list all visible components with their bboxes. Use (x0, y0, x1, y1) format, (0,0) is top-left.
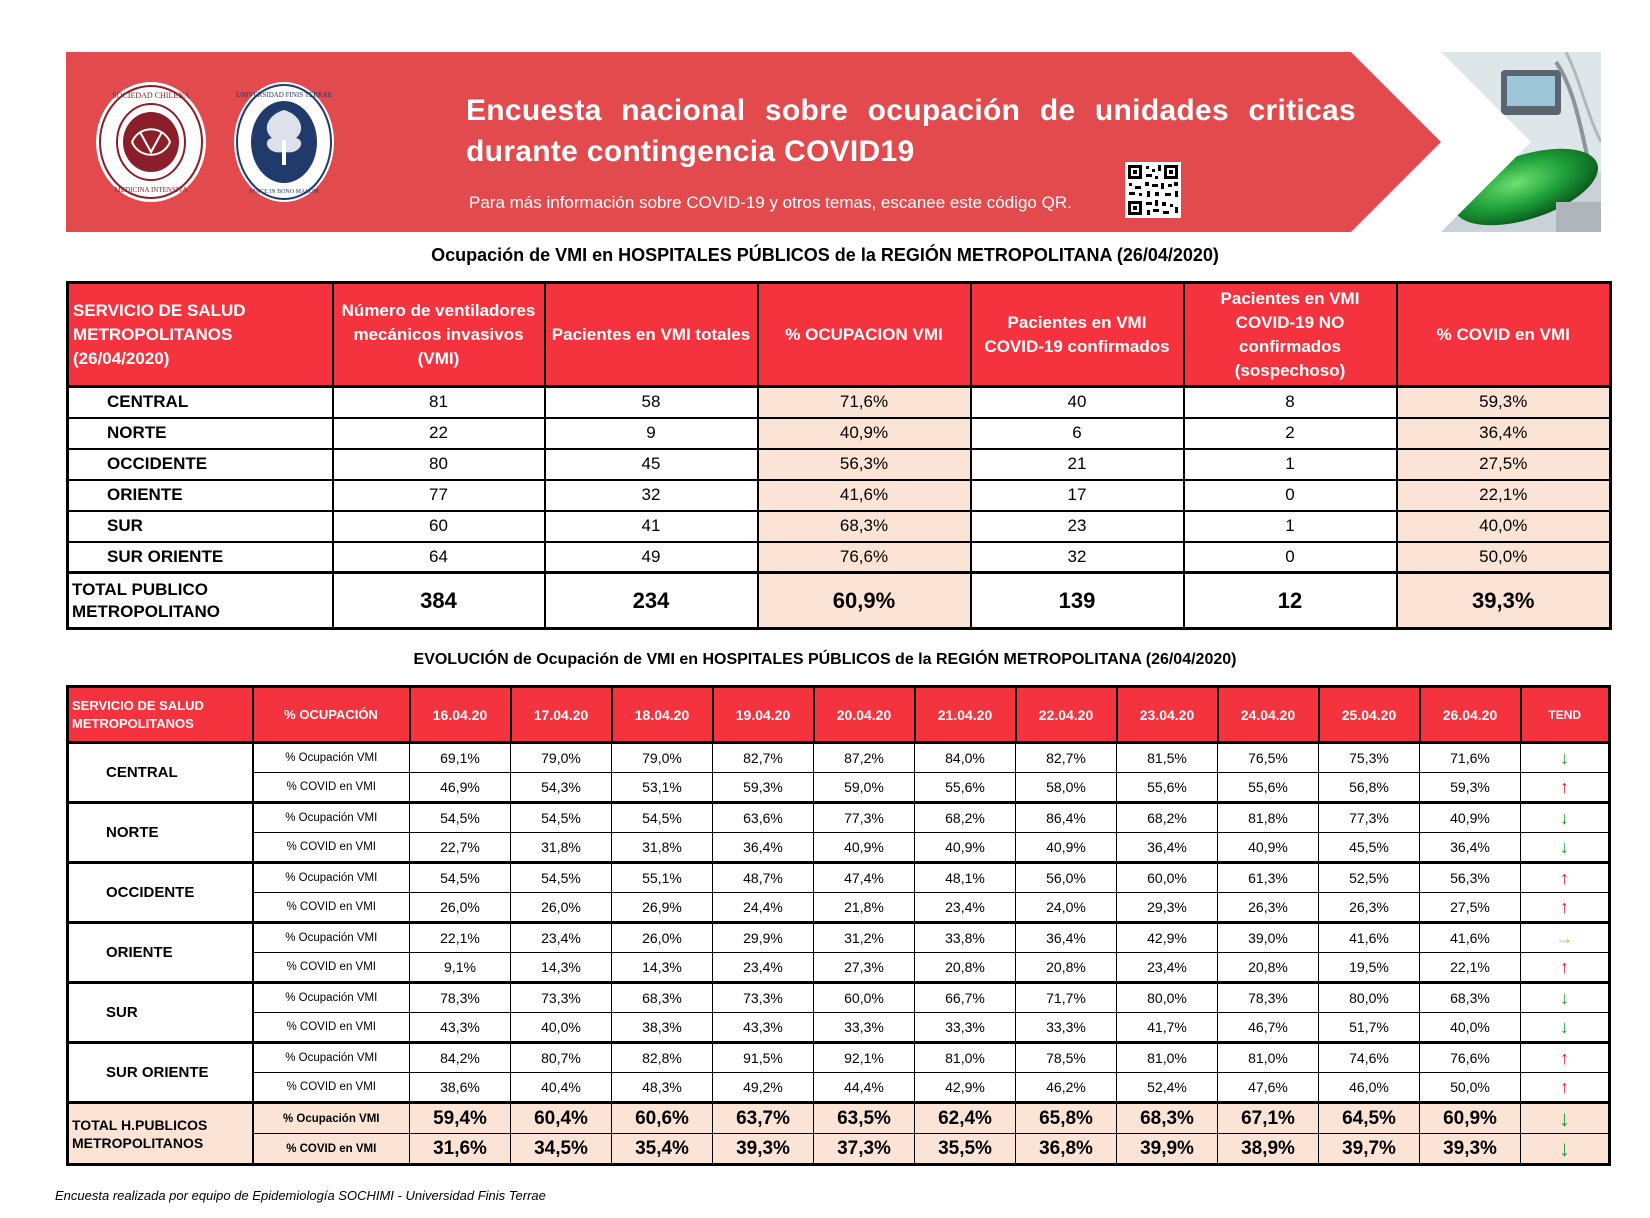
value-cell: 40,9% (1218, 833, 1319, 863)
value-cell: 81,8% (1218, 803, 1319, 833)
table-row (68, 893, 1610, 923)
value-cell: 73,3% (713, 983, 814, 1013)
value-cell: 36,4% (1016, 923, 1117, 953)
value-cell: 26,9% (612, 893, 713, 923)
table-cell: 41 (545, 511, 758, 542)
metric-label: % Ocupación VMI (253, 1043, 410, 1073)
value-cell: 63,6% (713, 803, 814, 833)
value-cell: 41,6% (1420, 923, 1521, 953)
total-cell: 234 (545, 573, 758, 629)
table-row (68, 773, 1610, 803)
value-cell: 40,4% (511, 1073, 612, 1103)
table-cell: 17 (971, 480, 1184, 511)
value-cell: 43,3% (410, 1013, 511, 1043)
value-cell: 23,4% (713, 953, 814, 983)
table2-header-row (68, 687, 1610, 743)
total-cell: 60,9% (758, 573, 971, 629)
header-date: 24.04.20 (1218, 687, 1319, 743)
value-cell: 27,3% (814, 953, 915, 983)
value-cell: 56,0% (1016, 863, 1117, 893)
table-cell: 71,6% (758, 387, 971, 418)
table-row (68, 1013, 1610, 1043)
value-cell: 81,0% (915, 1043, 1016, 1073)
value-cell: 23,4% (1117, 953, 1218, 983)
value-cell: 23,4% (511, 923, 612, 953)
value-cell: 22,7% (410, 833, 511, 863)
value-cell: 68,2% (915, 803, 1016, 833)
metric-label: % Ocupación VMI (253, 983, 410, 1013)
value-cell: 26,3% (1218, 893, 1319, 923)
value-cell: 26,0% (612, 923, 713, 953)
value-cell: 60,0% (1117, 863, 1218, 893)
footer-credit: Encuesta realizada por equipo de Epidemiología SOCHIMI - Universidad Finis Terrae (55, 1188, 546, 1203)
value-cell: 92,1% (814, 1043, 915, 1073)
value-cell: 48,7% (713, 863, 814, 893)
table-cell: 40,0% (1397, 511, 1611, 542)
value-cell: 80,7% (511, 1043, 612, 1073)
table-row (68, 863, 1610, 893)
header-covid-pct: % COVID en VMI (1397, 283, 1611, 387)
value-cell: 35,5% (915, 1134, 1016, 1165)
service-name: SUR ORIENTE (68, 542, 333, 573)
total-cell: 39,3% (1397, 573, 1611, 629)
table-row (68, 983, 1610, 1013)
value-cell: 33,3% (1016, 1013, 1117, 1043)
table-cell: 45 (545, 449, 758, 480)
value-cell: 40,9% (1016, 833, 1117, 863)
finis-terrae-logo (232, 80, 336, 205)
occupancy-table (66, 281, 1612, 630)
table-cell: 1 (1184, 449, 1397, 480)
metric-label: % Ocupación VMI (253, 923, 410, 953)
value-cell: 78,3% (410, 983, 511, 1013)
metric-label: % COVID en VMI (253, 1013, 410, 1043)
table-row (68, 923, 1610, 953)
trend-down-icon: ↓ (1521, 983, 1610, 1013)
value-cell: 75,3% (1319, 743, 1420, 773)
metric-label: % COVID en VMI (253, 1134, 410, 1165)
header-date: 20.04.20 (814, 687, 915, 743)
value-cell: 74,6% (1319, 1043, 1420, 1073)
table-cell: 8 (1184, 387, 1397, 418)
value-cell: 38,3% (612, 1013, 713, 1043)
svg-text:UNIVERSIDAD FINIS TERRAE: UNIVERSIDAD FINIS TERRAE (236, 91, 332, 99)
value-cell: 50,0% (1420, 1073, 1521, 1103)
table-cell: 0 (1184, 480, 1397, 511)
metric-label: % Ocupación VMI (253, 863, 410, 893)
value-cell: 64,5% (1319, 1103, 1420, 1134)
value-cell: 54,3% (511, 773, 612, 803)
table-cell: 22 (333, 418, 545, 449)
table-cell: 1 (1184, 511, 1397, 542)
value-cell: 46,0% (1319, 1073, 1420, 1103)
value-cell: 27,5% (1420, 893, 1521, 923)
table-row (68, 542, 1611, 573)
value-cell: 84,2% (410, 1043, 511, 1073)
total-row (68, 1103, 1610, 1134)
value-cell: 26,3% (1319, 893, 1420, 923)
table-row (68, 418, 1611, 449)
table-cell: 6 (971, 418, 1184, 449)
value-cell: 78,3% (1218, 983, 1319, 1013)
value-cell: 55,6% (1117, 773, 1218, 803)
metric-label: % COVID en VMI (253, 953, 410, 983)
table-row (68, 480, 1611, 511)
value-cell: 36,8% (1016, 1134, 1117, 1165)
table-row (68, 803, 1610, 833)
value-cell: 20,8% (1016, 953, 1117, 983)
total-label: TOTAL H.PUBLICOS METROPOLITANOS (68, 1103, 253, 1165)
trend-up-icon: ↑ (1521, 773, 1610, 803)
trend-down-icon: ↓ (1521, 743, 1610, 773)
value-cell: 76,5% (1218, 743, 1319, 773)
sochimi-logo (94, 80, 209, 205)
value-cell: 39,3% (1420, 1134, 1521, 1165)
value-cell: 26,0% (410, 893, 511, 923)
header-date: 23.04.20 (1117, 687, 1218, 743)
table-cell: 0 (1184, 542, 1397, 573)
metric-label: % Ocupación VMI (253, 803, 410, 833)
table1-title: Ocupación de VMI en HOSPITALES PÚBLICOS de la REGIÓN METROPOLITANA (26/04/2020) (431, 245, 1219, 265)
total-cell: 384 (333, 573, 545, 629)
value-cell: 60,9% (1420, 1103, 1521, 1134)
value-cell: 37,3% (814, 1134, 915, 1165)
svg-text:SOCIEDAD CHILENA: SOCIEDAD CHILENA (112, 91, 190, 100)
table-row (68, 449, 1611, 480)
service-name: OCCIDENTE (68, 863, 253, 923)
value-cell: 76,6% (1420, 1043, 1521, 1073)
table-cell: 60 (333, 511, 545, 542)
total-row (68, 1134, 1610, 1165)
value-cell: 40,9% (915, 833, 1016, 863)
value-cell: 67,1% (1218, 1103, 1319, 1134)
value-cell: 29,9% (713, 923, 814, 953)
value-cell: 40,0% (1420, 1013, 1521, 1043)
service-name: SUR ORIENTE (68, 1043, 253, 1103)
value-cell: 36,4% (1420, 833, 1521, 863)
table-cell: 23 (971, 511, 1184, 542)
value-cell: 31,6% (410, 1134, 511, 1165)
header-covid-suspected: Pacientes en VMI COVID-19 NO confirmados (sospechoso) (1184, 283, 1397, 387)
value-cell: 48,3% (612, 1073, 713, 1103)
value-cell: 52,5% (1319, 863, 1420, 893)
value-cell: 39,9% (1117, 1134, 1218, 1165)
value-cell: 79,0% (612, 743, 713, 773)
value-cell: 69,1% (410, 743, 511, 773)
value-cell: 78,5% (1016, 1043, 1117, 1073)
metric-label: % COVID en VMI (253, 833, 410, 863)
table2-title: EVOLUCIÓN de Ocupación de VMI en HOSPITALES PÚBLICOS de la REGIÓN METROPOLITANA (26/04/2020) (413, 651, 1237, 668)
value-cell: 43,3% (713, 1013, 814, 1043)
table-cell: 59,3% (1397, 387, 1611, 418)
value-cell: 55,6% (915, 773, 1016, 803)
value-cell: 19,5% (1319, 953, 1420, 983)
trend-down-icon: ↓ (1521, 1013, 1610, 1043)
svg-text:MEDICINA INTENSIVA: MEDICINA INTENSIVA (114, 186, 188, 194)
value-cell: 36,4% (713, 833, 814, 863)
metric-label: % COVID en VMI (253, 773, 410, 803)
value-cell: 33,3% (814, 1013, 915, 1043)
value-cell: 42,9% (915, 1073, 1016, 1103)
value-cell: 60,6% (612, 1103, 713, 1134)
value-cell: 63,5% (814, 1103, 915, 1134)
value-cell: 38,6% (410, 1073, 511, 1103)
value-cell: 33,3% (915, 1013, 1016, 1043)
metric-label: % Ocupación VMI (253, 743, 410, 773)
value-cell: 60,0% (814, 983, 915, 1013)
table-row (68, 953, 1610, 983)
service-name: OCCIDENTE (68, 449, 333, 480)
banner-title: Encuesta nacional sobre ocupación de unidades criticas durante contingencia COVID19 (466, 94, 1356, 168)
trend-down-icon: ↓ (1521, 1103, 1610, 1134)
value-cell: 51,7% (1319, 1013, 1420, 1043)
trend-down-icon: ↓ (1521, 803, 1610, 833)
value-cell: 44,4% (814, 1073, 915, 1103)
value-cell: 63,7% (713, 1103, 814, 1134)
value-cell: 31,8% (612, 833, 713, 863)
header-occupancy: % OCUPACION VMI (758, 283, 971, 387)
value-cell: 24,4% (713, 893, 814, 923)
value-cell: 47,4% (814, 863, 915, 893)
value-cell: 40,9% (814, 833, 915, 863)
trend-up-icon: ↑ (1521, 863, 1610, 893)
qr-code[interactable] (1125, 162, 1181, 218)
value-cell: 79,0% (511, 743, 612, 773)
value-cell: 73,3% (511, 983, 612, 1013)
value-cell: 68,3% (612, 983, 713, 1013)
value-cell: 33,8% (915, 923, 1016, 953)
table-row (68, 1073, 1610, 1103)
trend-up-icon: ↑ (1521, 1043, 1610, 1073)
table-cell: 58 (545, 387, 758, 418)
value-cell: 49,2% (713, 1073, 814, 1103)
value-cell: 61,3% (1218, 863, 1319, 893)
value-cell: 55,6% (1218, 773, 1319, 803)
ventilator-photo (1406, 52, 1601, 232)
value-cell: 68,2% (1117, 803, 1218, 833)
service-name: SUR (68, 511, 333, 542)
value-cell: 9,1% (410, 953, 511, 983)
trend-down-icon: ↓ (1521, 1134, 1610, 1165)
table-cell: 32 (545, 480, 758, 511)
table-cell: 49 (545, 542, 758, 573)
service-name: CENTRAL (68, 387, 333, 418)
value-cell: 41,6% (1319, 923, 1420, 953)
table-cell: 76,6% (758, 542, 971, 573)
metric-label: % COVID en VMI (253, 1073, 410, 1103)
table-cell: 77 (333, 480, 545, 511)
total-row (68, 573, 1611, 629)
value-cell: 56,8% (1319, 773, 1420, 803)
table-row (68, 387, 1611, 418)
value-cell: 23,4% (915, 893, 1016, 923)
table-cell: 56,3% (758, 449, 971, 480)
value-cell: 59,0% (814, 773, 915, 803)
value-cell: 34,5% (511, 1134, 612, 1165)
value-cell: 87,2% (814, 743, 915, 773)
value-cell: 39,0% (1218, 923, 1319, 953)
header-patients-total: Pacientes en VMI totales (545, 283, 758, 387)
table-cell: 32 (971, 542, 1184, 573)
value-cell: 22,1% (1420, 953, 1521, 983)
value-cell: 82,7% (713, 743, 814, 773)
header-date: 26.04.20 (1420, 687, 1521, 743)
value-cell: 59,3% (1420, 773, 1521, 803)
service-name: NORTE (68, 418, 333, 449)
value-cell: 41,7% (1117, 1013, 1218, 1043)
value-cell: 53,1% (612, 773, 713, 803)
value-cell: 59,3% (713, 773, 814, 803)
value-cell: 54,5% (612, 803, 713, 833)
value-cell: 77,3% (1319, 803, 1420, 833)
value-cell: 62,4% (915, 1103, 1016, 1134)
header-date: 22.04.20 (1016, 687, 1117, 743)
value-cell: 39,7% (1319, 1134, 1420, 1165)
value-cell: 40,0% (511, 1013, 612, 1043)
value-cell: 31,2% (814, 923, 915, 953)
value-cell: 66,7% (915, 983, 1016, 1013)
header-date: 17.04.20 (511, 687, 612, 743)
header-date: 25.04.20 (1319, 687, 1420, 743)
header-date: 21.04.20 (915, 687, 1016, 743)
service-name: ORIENTE (68, 480, 333, 511)
value-cell: 31,8% (511, 833, 612, 863)
value-cell: 81,5% (1117, 743, 1218, 773)
value-cell: 56,3% (1420, 863, 1521, 893)
header-service: SERVICIO DE SALUD METROPOLITANOS (26/04/2020) (68, 283, 333, 387)
service-name: ORIENTE (68, 923, 253, 983)
value-cell: 52,4% (1117, 1073, 1218, 1103)
header-date: 19.04.20 (713, 687, 814, 743)
value-cell: 22,1% (410, 923, 511, 953)
trend-up-icon: ↑ (1521, 953, 1610, 983)
value-cell: 20,8% (915, 953, 1016, 983)
table-cell: 81 (333, 387, 545, 418)
value-cell: 36,4% (1117, 833, 1218, 863)
value-cell: 84,0% (915, 743, 1016, 773)
table-cell: 9 (545, 418, 758, 449)
value-cell: 71,7% (1016, 983, 1117, 1013)
header-banner (66, 52, 1601, 232)
table-cell: 27,5% (1397, 449, 1611, 480)
table-row (68, 743, 1610, 773)
value-cell: 60,4% (511, 1103, 612, 1134)
metric-label: % COVID en VMI (253, 893, 410, 923)
value-cell: 68,3% (1117, 1103, 1218, 1134)
value-cell: 38,9% (1218, 1134, 1319, 1165)
header-date: 18.04.20 (612, 687, 713, 743)
service-name: NORTE (68, 803, 253, 863)
table-cell: 2 (1184, 418, 1397, 449)
value-cell: 24,0% (1016, 893, 1117, 923)
value-cell: 81,0% (1117, 1043, 1218, 1073)
header-trend: TEND (1521, 687, 1610, 743)
value-cell: 45,5% (1319, 833, 1420, 863)
value-cell: 42,9% (1117, 923, 1218, 953)
evolution-table (66, 685, 1611, 1166)
value-cell: 82,8% (612, 1043, 713, 1073)
header-covid-confirmed: Pacientes en VMI COVID-19 confirmados (971, 283, 1184, 387)
metric-label: % Ocupación VMI (253, 1103, 410, 1134)
value-cell: 26,0% (511, 893, 612, 923)
value-cell: 54,5% (511, 863, 612, 893)
table-cell: 64 (333, 542, 545, 573)
value-cell: 71,6% (1420, 743, 1521, 773)
total-cell: 12 (1184, 573, 1397, 629)
trend-down-icon: ↓ (1521, 833, 1610, 863)
header-date: 16.04.20 (410, 687, 511, 743)
value-cell: 14,3% (612, 953, 713, 983)
value-cell: 48,1% (915, 863, 1016, 893)
value-cell: 39,3% (713, 1134, 814, 1165)
value-cell: 14,3% (511, 953, 612, 983)
value-cell: 47,6% (1218, 1073, 1319, 1103)
value-cell: 81,0% (1218, 1043, 1319, 1073)
value-cell: 68,3% (1420, 983, 1521, 1013)
trend-up-icon: ↑ (1521, 893, 1610, 923)
service-name: SUR (68, 983, 253, 1043)
value-cell: 54,5% (410, 863, 511, 893)
trend-flat-icon: → (1521, 923, 1610, 953)
table-cell: 40,9% (758, 418, 971, 449)
table-row (68, 1043, 1610, 1073)
value-cell: 40,9% (1420, 803, 1521, 833)
value-cell: 82,7% (1016, 743, 1117, 773)
table-cell: 22,1% (1397, 480, 1611, 511)
value-cell: 80,0% (1117, 983, 1218, 1013)
table-cell: 50,0% (1397, 542, 1611, 573)
value-cell: 55,1% (612, 863, 713, 893)
value-cell: 59,4% (410, 1103, 511, 1134)
table-cell: 21 (971, 449, 1184, 480)
header-metric: % OCUPACIÓN (253, 687, 410, 743)
service-name: CENTRAL (68, 743, 253, 803)
value-cell: 46,9% (410, 773, 511, 803)
value-cell: 86,4% (1016, 803, 1117, 833)
svg-text:VINCE IN BONO MALUM: VINCE IN BONO MALUM (249, 189, 319, 195)
value-cell: 29,3% (1117, 893, 1218, 923)
value-cell: 77,3% (814, 803, 915, 833)
table-cell: 41,6% (758, 480, 971, 511)
value-cell: 46,7% (1218, 1013, 1319, 1043)
value-cell: 46,2% (1016, 1073, 1117, 1103)
value-cell: 35,4% (612, 1134, 713, 1165)
banner-subtitle: Para más información sobre COVID-19 y otros temas, escanee este código QR. (469, 193, 1072, 212)
value-cell: 65,8% (1016, 1103, 1117, 1134)
table-row (68, 833, 1610, 863)
value-cell: 54,5% (410, 803, 511, 833)
table-cell: 68,3% (758, 511, 971, 542)
trend-up-icon: ↑ (1521, 1073, 1610, 1103)
header-service: SERVICIO DE SALUD METROPOLITANOS (68, 687, 253, 743)
total-cell: 139 (971, 573, 1184, 629)
value-cell: 80,0% (1319, 983, 1420, 1013)
header-ventilators: Número de ventiladores mecánicos invasivos (VMI) (333, 283, 545, 387)
value-cell: 54,5% (511, 803, 612, 833)
value-cell: 21,8% (814, 893, 915, 923)
table-cell: 80 (333, 449, 545, 480)
table1-header-row (68, 283, 1611, 387)
total-label: TOTAL PUBLICO METROPOLITANO (68, 573, 333, 629)
table-cell: 40 (971, 387, 1184, 418)
value-cell: 58,0% (1016, 773, 1117, 803)
value-cell: 20,8% (1218, 953, 1319, 983)
value-cell: 91,5% (713, 1043, 814, 1073)
table-cell: 36,4% (1397, 418, 1611, 449)
table-row (68, 511, 1611, 542)
